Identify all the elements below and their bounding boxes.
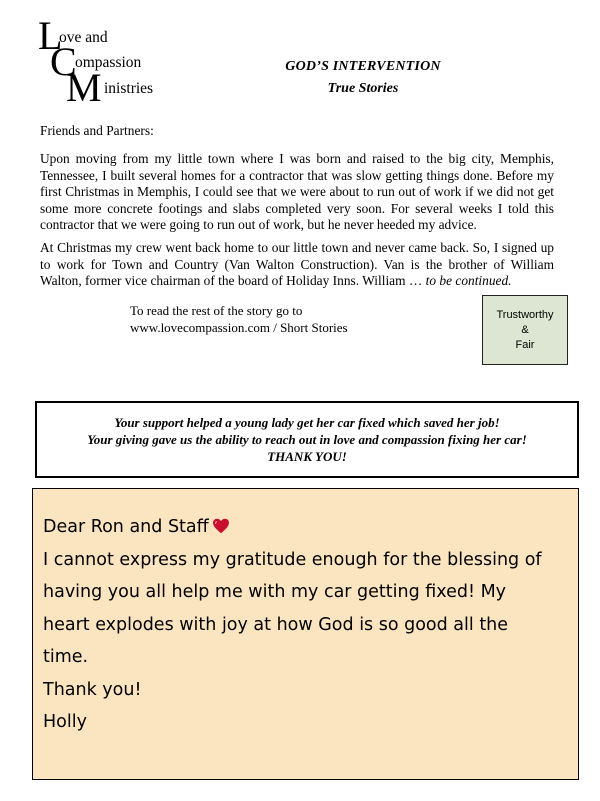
support-message-box — [35, 401, 579, 478]
letter-signature: Holly — [43, 712, 87, 732]
badge-line-1: Trustworthy — [496, 308, 554, 321]
support-line-3: THANK YOU! — [267, 449, 347, 464]
logo-letter-m: M — [66, 65, 102, 110]
to-be-continued-note: to be continued. — [425, 273, 512, 288]
story-paragraph-1: Upon moving from my little town where I was born and raised to the big city, Memphis, Tennessee, I built several homes for a contractor that was slow getting things done. Before my first Christmas in Memphis, I could see that we were about to run out of work if we did not get some more concrete footings and slabs completed very soon. For several weeks I told this contractor that we were going to run out of work, but he never heeded my advice. — [40, 151, 554, 232]
read-more-note — [130, 303, 348, 336]
story-heading — [263, 59, 463, 97]
read-more-link[interactable]: www.lovecompassion.com / Short Stories — [130, 319, 348, 335]
trustworthy-badge — [482, 295, 568, 365]
logo-text-ove-and: ove and — [59, 29, 108, 46]
support-line-2: Your giving gave us the ability to reach out in love and compassion fixing her car! — [87, 432, 527, 447]
badge-line-3: Fair — [515, 338, 535, 351]
letter-line: having you all help me with my car getting fixed! My — [43, 582, 507, 602]
page-title: GOD’S INTERVENTION — [285, 59, 441, 74]
letter-line: heart explodes with joy at how God is so good all the — [43, 614, 509, 635]
badge-line-2: & — [521, 323, 529, 336]
heart-icon — [212, 518, 230, 534]
story-paragraph-2-text: At Christmas my crew went back home to our little town and never came back. So, I signed up to work for Town and Country (Van Walton Construction). Van is the brother of William Walton, former vice chairman of the board of Holiday Inns. William … — [40, 240, 554, 288]
salutation: Friends and Partners: — [40, 123, 154, 138]
letter-greeting: Dear Ron and Staff — [43, 517, 209, 537]
page-subtitle: True Stories — [327, 81, 399, 96]
letter-line: I cannot express my gratitude enough for the blessing of — [43, 549, 542, 570]
logo-text-inistries: inistries — [104, 80, 154, 97]
letter-line: time. — [43, 647, 89, 667]
letter-greeting-line — [43, 511, 568, 544]
logo-letter-c: C — [50, 39, 77, 84]
read-more-line: To read the rest of the story go to — [130, 303, 303, 318]
thank-you-letter — [32, 488, 579, 780]
letter-closing: Thank you! — [43, 679, 142, 700]
organization-logo — [38, 13, 188, 111]
logo-text-ompassion: ompassion — [75, 54, 142, 71]
support-line-1: Your support helped a young lady get her car fixed which saved her job! — [114, 415, 500, 430]
logo-letter-l: L — [38, 13, 63, 58]
story-paragraph-2 — [40, 240, 554, 290]
